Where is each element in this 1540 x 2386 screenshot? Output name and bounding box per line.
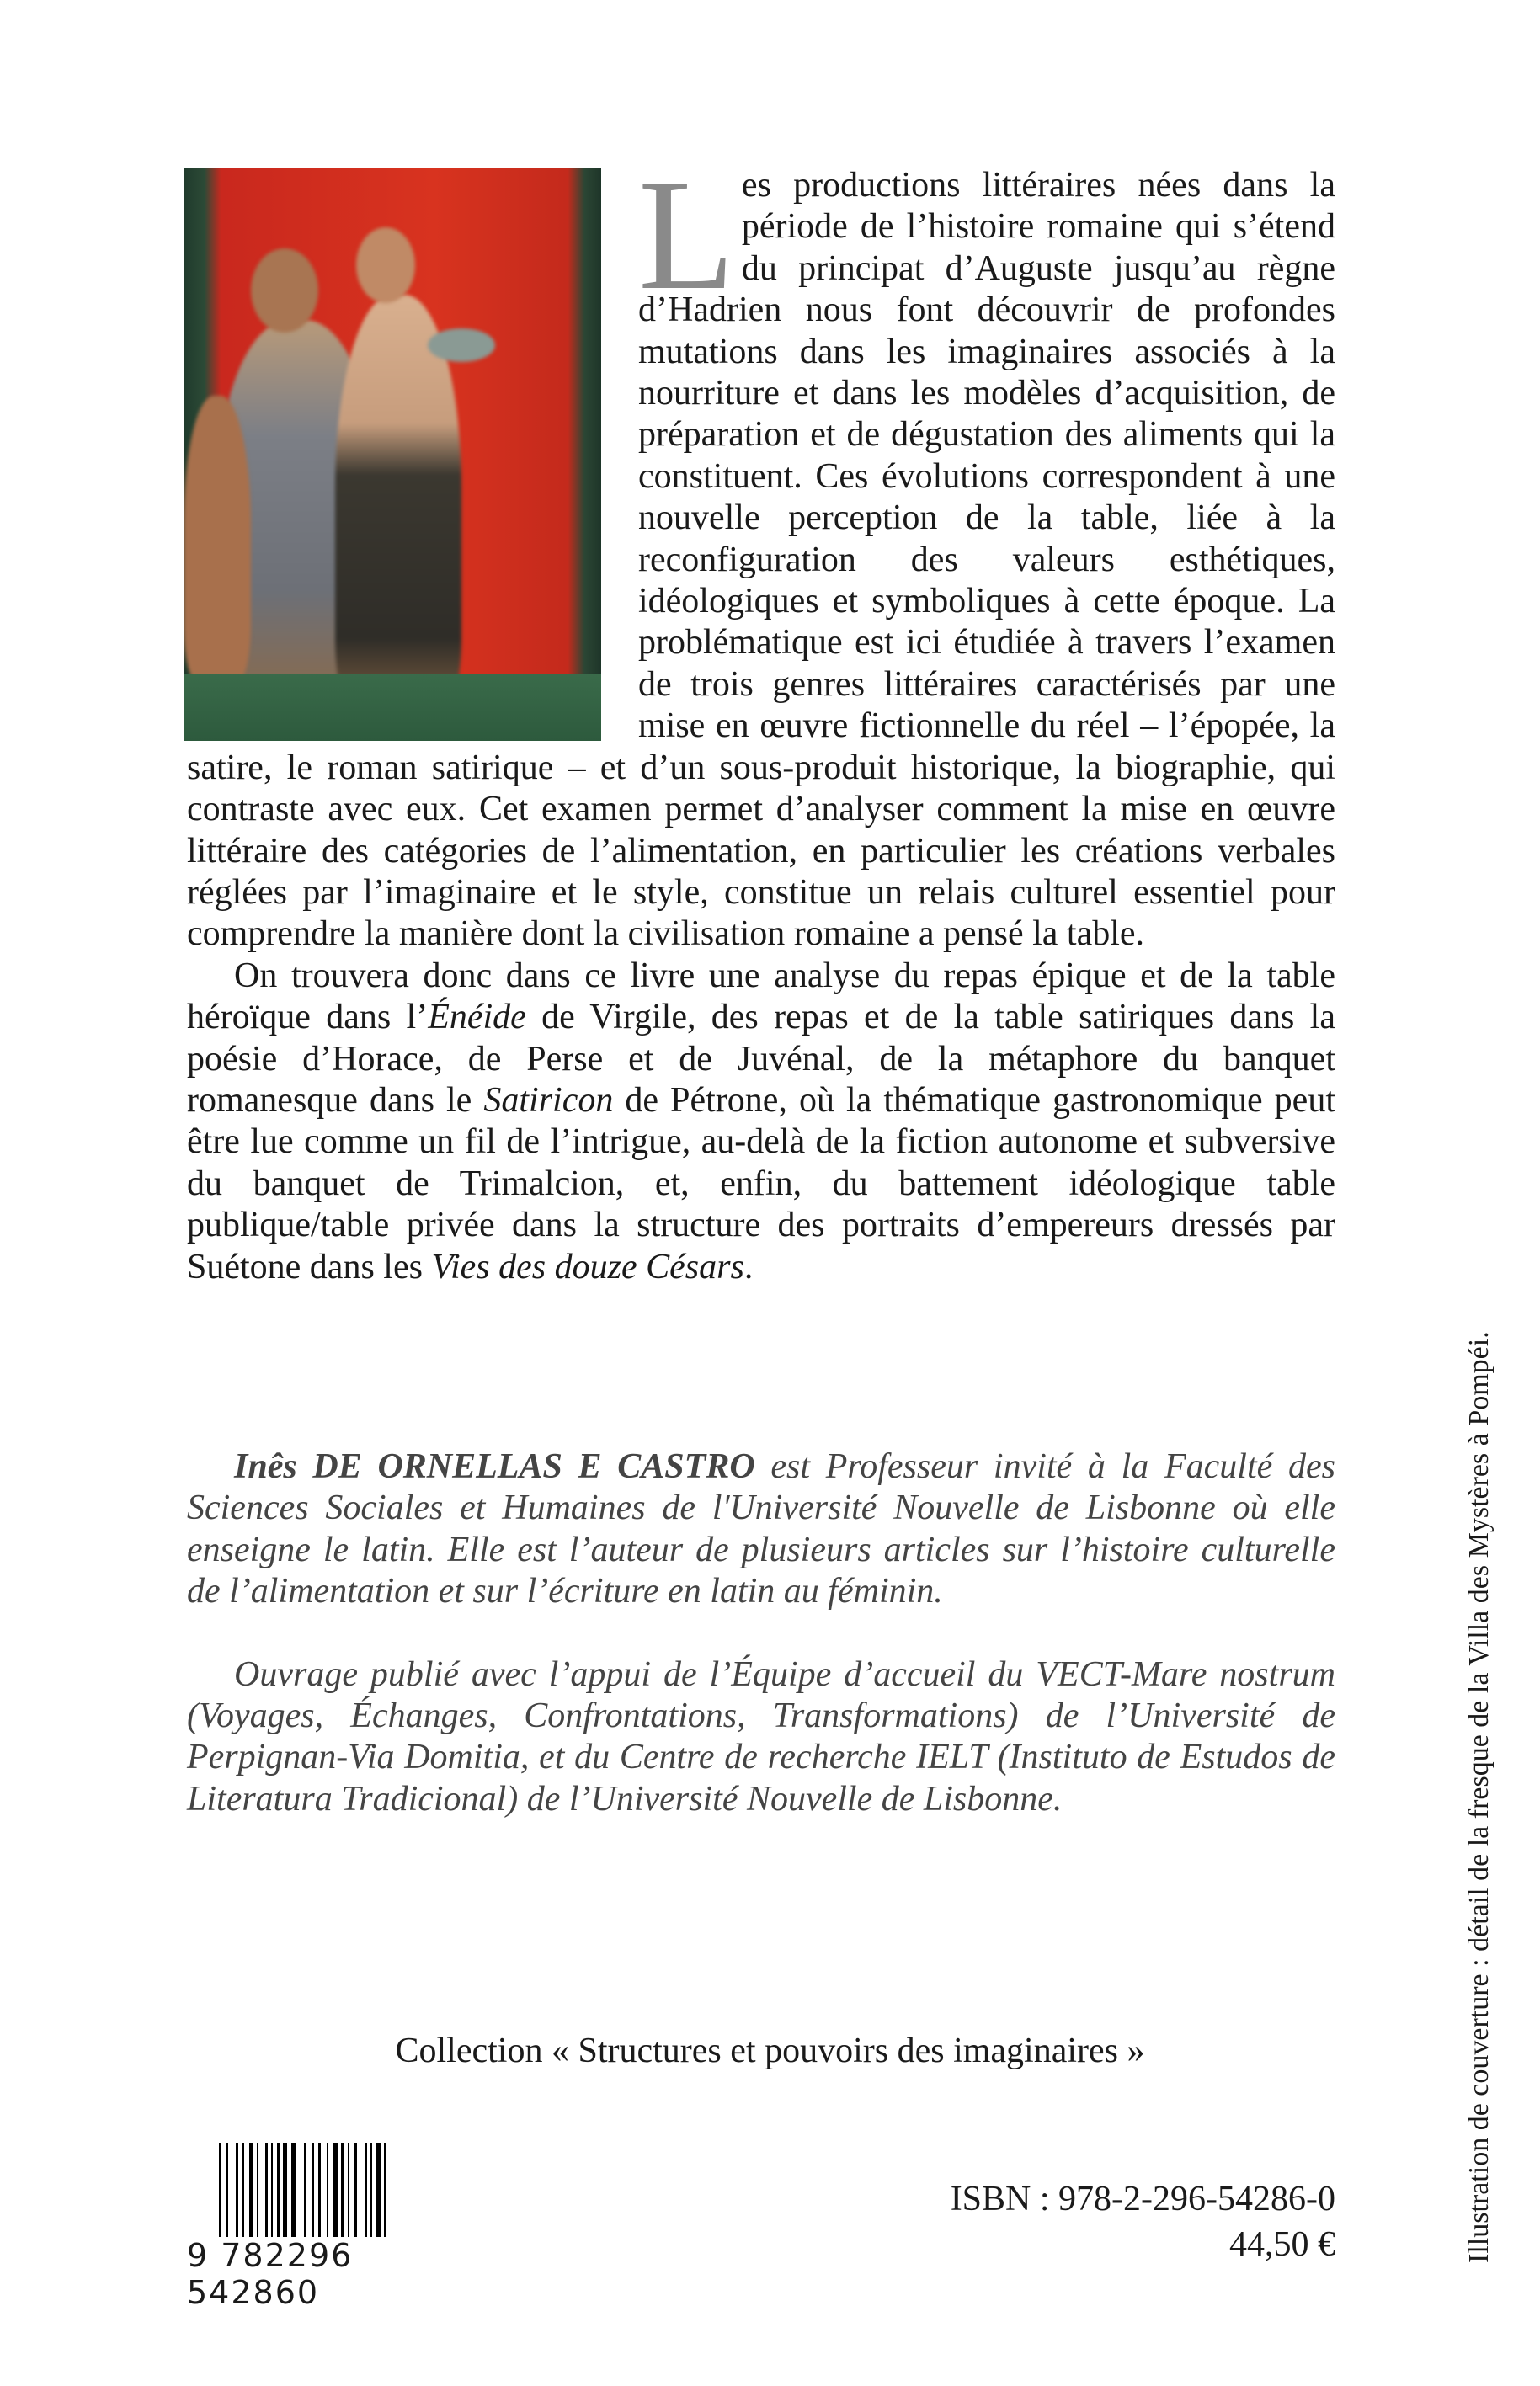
barcode-bar — [228, 2143, 236, 2242]
barcode — [187, 2143, 490, 2311]
paragraph-text: es productions littéraires nées dans la période de l’histoire romaine qui s’étend du principat d’Auguste jusqu’au règne d’Hadrien nous font découvrir de profondes mutations dans les imaginaires associés à la nourriture et dans les modèles d’acquisition, de préparation et de dégustation des aliments qui la constituent. Ces évolutions correspondent à une nouvelle perception de la table, liée à la reconfiguration des valeurs esthétiques, idéologiques et symboliques à cette époque. La problématique est ici étudiée à travers l’examen de trois genres littéraires caractérisés par une mise en œuvre fictionnelle du réel – l’épopée, la satire, le roman satirique – et d’un sous-produit historique, la biographie, qui contraste avec eux. Cet examen permet d’analyser comment la mise en œuvre littéraire des catégories de l’alimentation, en particulier les créations verbales réglées par l’imaginaire et le style, constitue un relais culturel essentiel pour comprendre la manière dont la civilisation romaine a pensé la table. — [187, 166, 1335, 954]
support-note: Ouvrage publié avec l’appui de l’Équipe d’accueil du VECT-Mare nostrum (Voyages, Échanges, Confrontations, Transformations) de l’Université de Perpignan-Via Domitia, et du Centre de recherche IELT (Instituto de Estudos de Literatura Tradicional) de l’Université Nouvelle de Lisbonne. — [187, 1654, 1335, 1819]
paragraph-text: de Pétrone, où la thématique gastronomique peut être lue comme un fil de l’intrigue, au-delà de la fiction autonome et subversive du banquet de Trimalcion, et, enfin, du battement idéologique table publique/table privée dans la structure des portraits d’empereurs dressés par Suétone dans les — [187, 1080, 1335, 1286]
barcode-bar — [306, 2143, 312, 2242]
barcode-bar — [386, 2143, 390, 2242]
barcode-number: 9 782296 542860 — [187, 2237, 490, 2311]
paragraph-text: On trouvera donc dans ce livre une analyse du repas épique et de la table héroïque dans l’ — [187, 956, 1335, 1037]
barcode-bar — [321, 2143, 328, 2242]
author-bio — [187, 1446, 1335, 1613]
barcode-bar — [357, 2143, 365, 2242]
drop-cap: L — [638, 146, 735, 322]
title-satiricon: Satiricon — [483, 1080, 614, 1120]
barcode-bars — [219, 2143, 390, 2242]
summary-paragraph-2 — [187, 956, 1335, 1288]
summary-text — [187, 146, 1335, 1288]
author-section — [187, 1446, 1335, 1861]
paragraph-text: de Virgile, des repas et de la table satiriques dans la poésie d’Horace, de Perse et de Juvénal, de la métaphore du banquet romanesque dans le — [187, 998, 1335, 1120]
paragraph-text: . — [743, 1247, 754, 1286]
cover-fresco-image — [184, 168, 601, 741]
title-eneide: Énéide — [428, 998, 526, 1037]
collection-name: Collection « Structures et pouvoirs des imaginaires » — [395, 2032, 1145, 2070]
barcode-bar — [258, 2143, 265, 2242]
title-vies: Vies des douze Césars — [431, 1247, 744, 1286]
cover-credit: Illustration de couverture : détail de la fresque de la Villa des Mystères à Pompéi. — [1463, 1331, 1495, 2263]
author-bio-text: est Professeur invité à la Faculté des Sciences Sociales et Humaines de l'Université Nouvelle de Lisbonne où elle enseigne le latin. Elle est l’auteur de plusieurs articles sur l’histoire culturelle de l’alimentation et sur l’écriture en latin au féminin. — [187, 1447, 1335, 1611]
isbn: ISBN : 978-2-296-54286-0 — [950, 2180, 1335, 2218]
author-name: Inês DE ORNELLAS E CASTRO — [234, 1447, 755, 1486]
price: 44,50 € — [1229, 2225, 1335, 2264]
barcode-bar — [296, 2143, 304, 2242]
